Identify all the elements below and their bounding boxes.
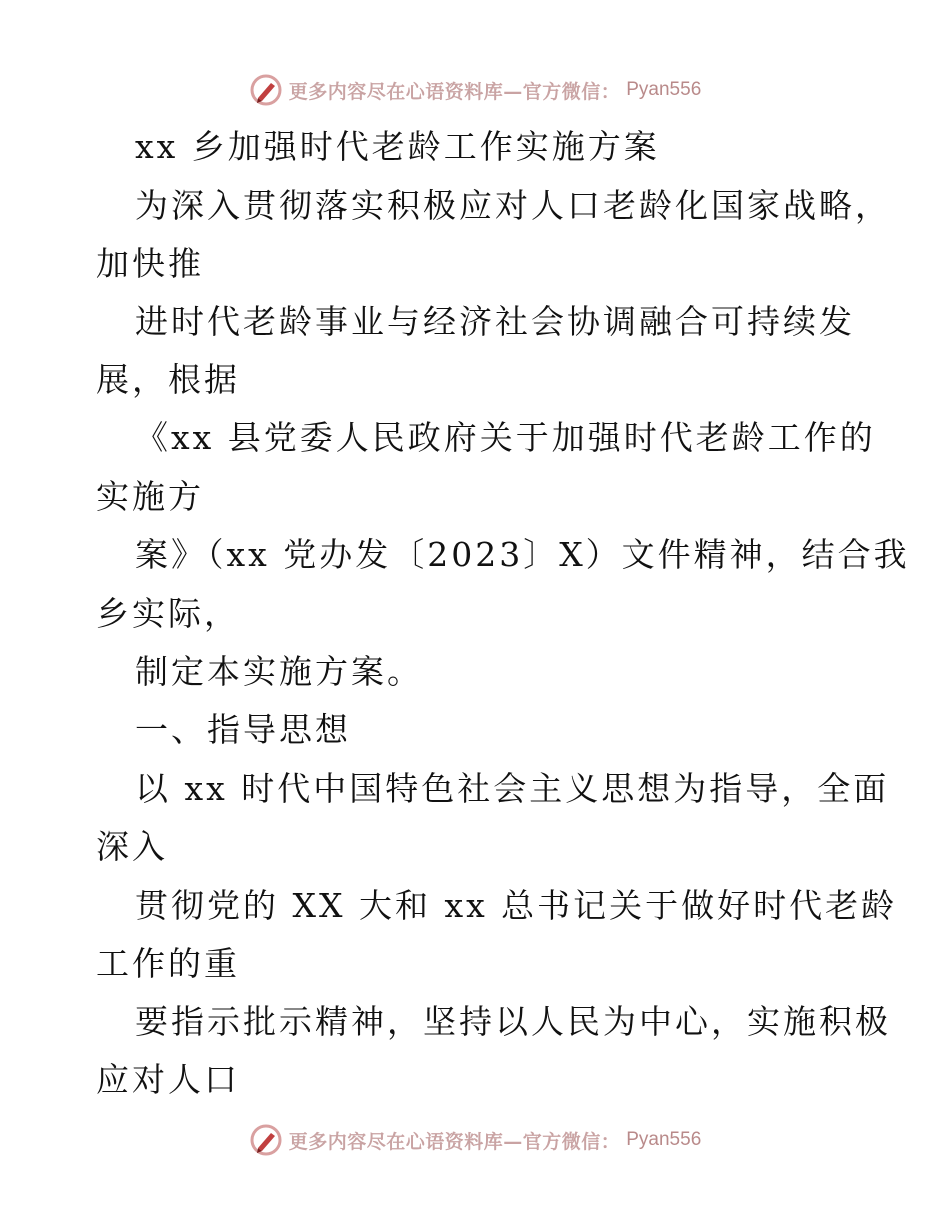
text-line: 展，根据 [96,360,240,399]
text-line: 应对人口 [96,1060,240,1099]
text-line: 《xx 县党委人民政府关于加强时代老龄工作的 [135,418,876,457]
text-line: 贯彻党的 XX 大和 xx 总书记关于做好时代老龄 [135,886,898,925]
pen-logo-icon [249,73,283,107]
text-line: 制定本实施方案。 [135,652,423,691]
banner-wechat-id: Pyan556 [626,1129,702,1150]
footer-banner [0,1120,950,1160]
document-title: xx 乡加强时代老龄工作实施方案 [135,127,660,166]
text-line: 加快推 [96,244,204,283]
banner-text: 更多内容尽在心语资料库—官方微信： [288,1130,621,1153]
banner-wechat-id: Pyan556 [626,79,702,100]
pen-logo-icon [249,1123,283,1157]
text-line: 进时代老龄事业与经济社会协调融合可持续发 [135,302,855,341]
text-line: 乡实际， [96,594,240,633]
banner-text: 更多内容尽在心语资料库—官方微信： [288,80,621,103]
text-line: 深入 [96,827,168,866]
section-heading: 一、指导思想 [135,710,351,749]
text-line: 要指示批示精神，坚持以人民为中心，实施积极 [135,1002,891,1041]
text-line: 实施方 [96,477,204,516]
header-banner [0,70,950,110]
text-line: 以 xx 时代中国特色社会主义思想为指导，全面 [135,769,890,808]
text-line: 案》（xx 党办发〔2023〕X）文件精神，结合我 [135,535,910,574]
text-line: 为深入贯彻落实积极应对人口老龄化国家战略， [135,186,891,225]
text-line: 工作的重 [96,944,240,983]
